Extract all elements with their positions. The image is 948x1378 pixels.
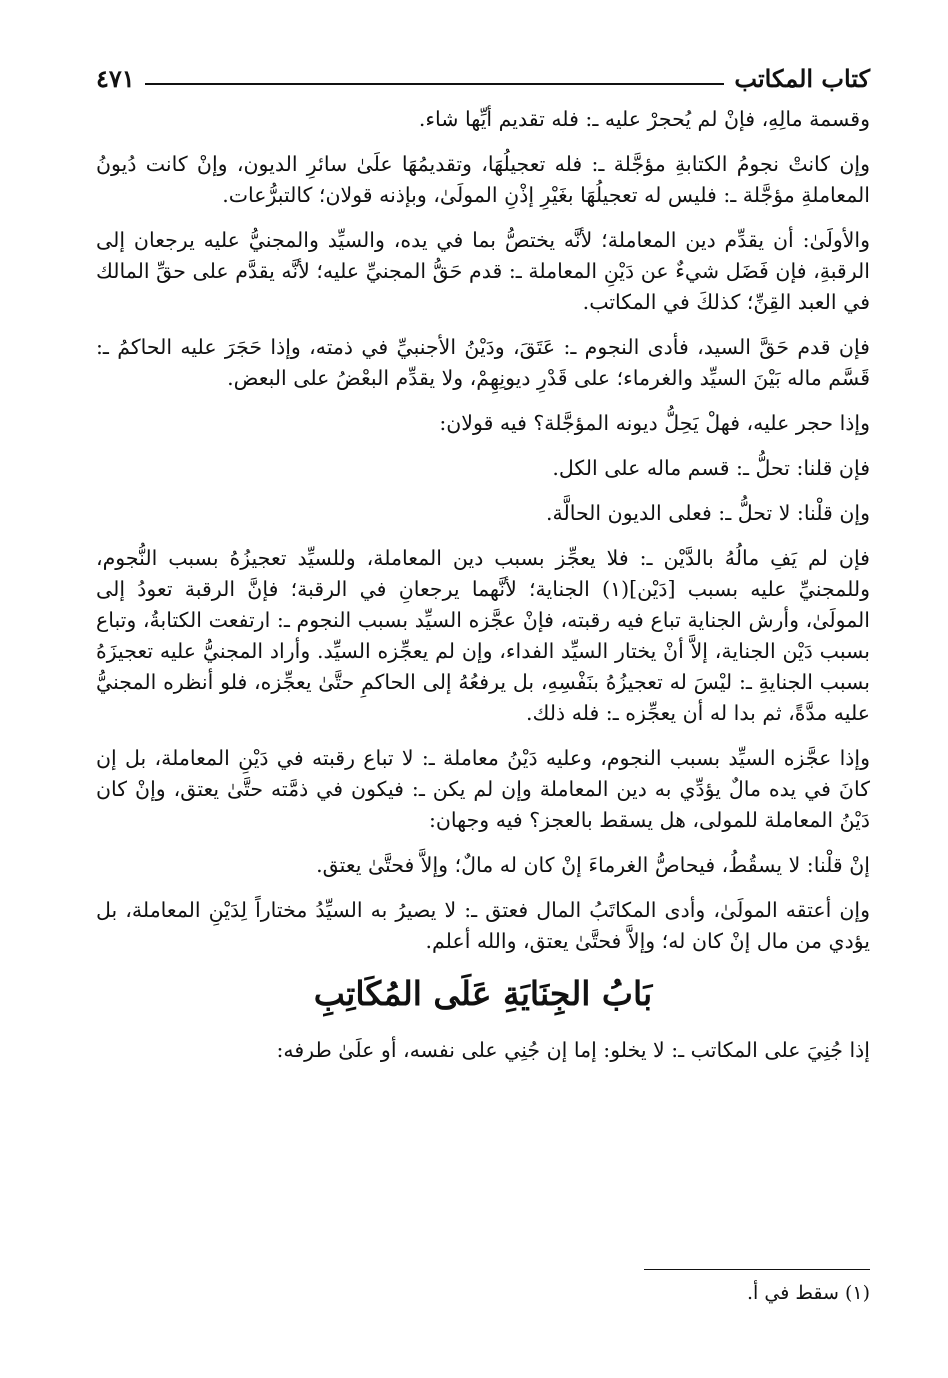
paragraph: فإن قدم حَقَّ السيد، فأدى النجوم ـ: عَتَقَ، ودَيْنُ الأجنبيِّ في ذمته، وإذا حَجَرَ عليه الحاكمُ ـ: قَسَّم ماله بَيْنَ السيِّد والغرماء؛ على قَدْرِ ديونِهِمْ، ولا يقدِّم البعْضُ على البعض.: [96, 335, 870, 390]
book-title: كتاب المكاتب: [734, 63, 870, 93]
header-rule: [145, 83, 725, 85]
main-text: [96, 104, 870, 1080]
paragraph: والأولَىٰ: أن يقدِّم دين المعاملة؛ لأنَّه يختصُّ بما في يده، والسيِّد والمجنيُّ عليه يرجعان إلى الرقبةِ، فإن فَضَل شيءٌ عن دَيْنِ المعاملة ـ: قدم حَقُّ المجنيِّ عليه؛ لأنَّه يقدَّم على حقِّ المالك في العبد القِنِّ؛ كذلكَ في المكاتب.: [96, 228, 870, 314]
paragraph: فإن لم يَفِ مالُهُ بالدَّيْن ـ: فلا يعجِّز بسبب دين المعاملة، وللسيِّد تعجيزُهُ بسبب النُّجوم، وللمجنيِّ عليه بسبب [دَيْن](١) الجناية؛ لأنَّهما يرجعانِ في الرقبة؛ فإنَّ الرقبة تعودُ إلى المولَىٰ، وأرش الجناية تباع فيه رقبته، فإنْ عجَّزه السيِّد بسبب النجوم ـ: ارتفعت الكتابةُ، وتباع بسبب دَيْن الجناية، إلاَّ أنْ يختار السيِّد الفداء، وإن لم يعجِّزه السيِّد. وأراد المجنيُّ عليه تعجيزَهُ بسبب الجنايةِ ـ: ليْسَ له تعجيزُهُ بنَفْسِهِ، بل يرفعُهُ إلى الحاكمِ حتَّىٰ يعجِّزه، فلو أنظره المجنيُّ عليه مدَّةً، ثم بدا له أن يعجِّزه ـ: فله ذلك.: [96, 546, 871, 725]
paragraph: وإن قلْنا: لا تحلُّ ـ: فعلى الديون الحالَّة.: [545, 501, 870, 525]
paragraph: وقسمة مالِهِ، فإنْ لم يُحجرْ عليه ـ: فله تقديم أيِّها شاء.: [418, 107, 870, 131]
paragraph: وإذا عجَّزه السيِّد بسبب النجوم، وعليه دَيْنُ معاملة ـ: لا تباع رقبته في دَيْنِ المعاملة، بل إن كانَ في يده مالٌ يؤدِّي به دين المعاملة وإن لم يكن ـ: فيكون في ذمَّته حتَّىٰ يعتق، وإنْ كان دَيْنُ المعاملة للمولى، هل يسقط بالعجز؟ فيه وجهان:: [96, 746, 870, 832]
paragraph: فإن قلنا: تحلُّ ـ: قسم ماله على الكل.: [552, 456, 870, 480]
paragraph: إنْ قلْنا: لا يسقُطُ، فيحاصُّ الغرماءَ إنْ كان له مالٌ؛ وإلاَّ فحتَّىٰ يعتق.: [316, 853, 870, 877]
paragraph: وإن كانتْ نجومُ الكتابةِ مؤجَّلة ـ: فله تعجيلُهَا، وتقديمُهَا علَىٰ سائرِ الديون، وإنْ كانت دُيونُ المعاملةِ مؤجَّلة ـ: فليس له تعجيلُهَا بغَيْرِ إذْنِ المولَىٰ، وبإذنه قولان؛ كالتبرُّعات.: [96, 152, 870, 207]
paragraph: وإذا حجر عليه، فهلْ يَحِلُّ ديونه المؤجَّلة؟ فيه قولان:: [439, 411, 870, 435]
footnote: (١) سقط في أ.: [747, 1282, 870, 1304]
section-heading: بَابُ الجِنَايَةِ عَلَى المُكَاتِبِ: [313, 974, 653, 1013]
paragraph: إذا جُنِيَ على المكاتب ـ: لا يخلو: إما إن جُنِي على نفسه، أو علَىٰ طرفه:: [276, 1038, 870, 1062]
footnote-rule: [644, 1269, 870, 1270]
page-number: ٤٧١: [96, 63, 135, 93]
running-header: [96, 60, 870, 96]
paragraph: وإن أعتقه المولَىٰ، وأدى المكاتَبُ المال فعتق ـ: لا يصيرُ به السيِّدُ مختاراً لِدَيْنِ المعاملة، بل يؤدي من مال إنْ كان له؛ وإلاَّ فحتَّىٰ يعتق، والله أعلم.: [96, 898, 870, 953]
